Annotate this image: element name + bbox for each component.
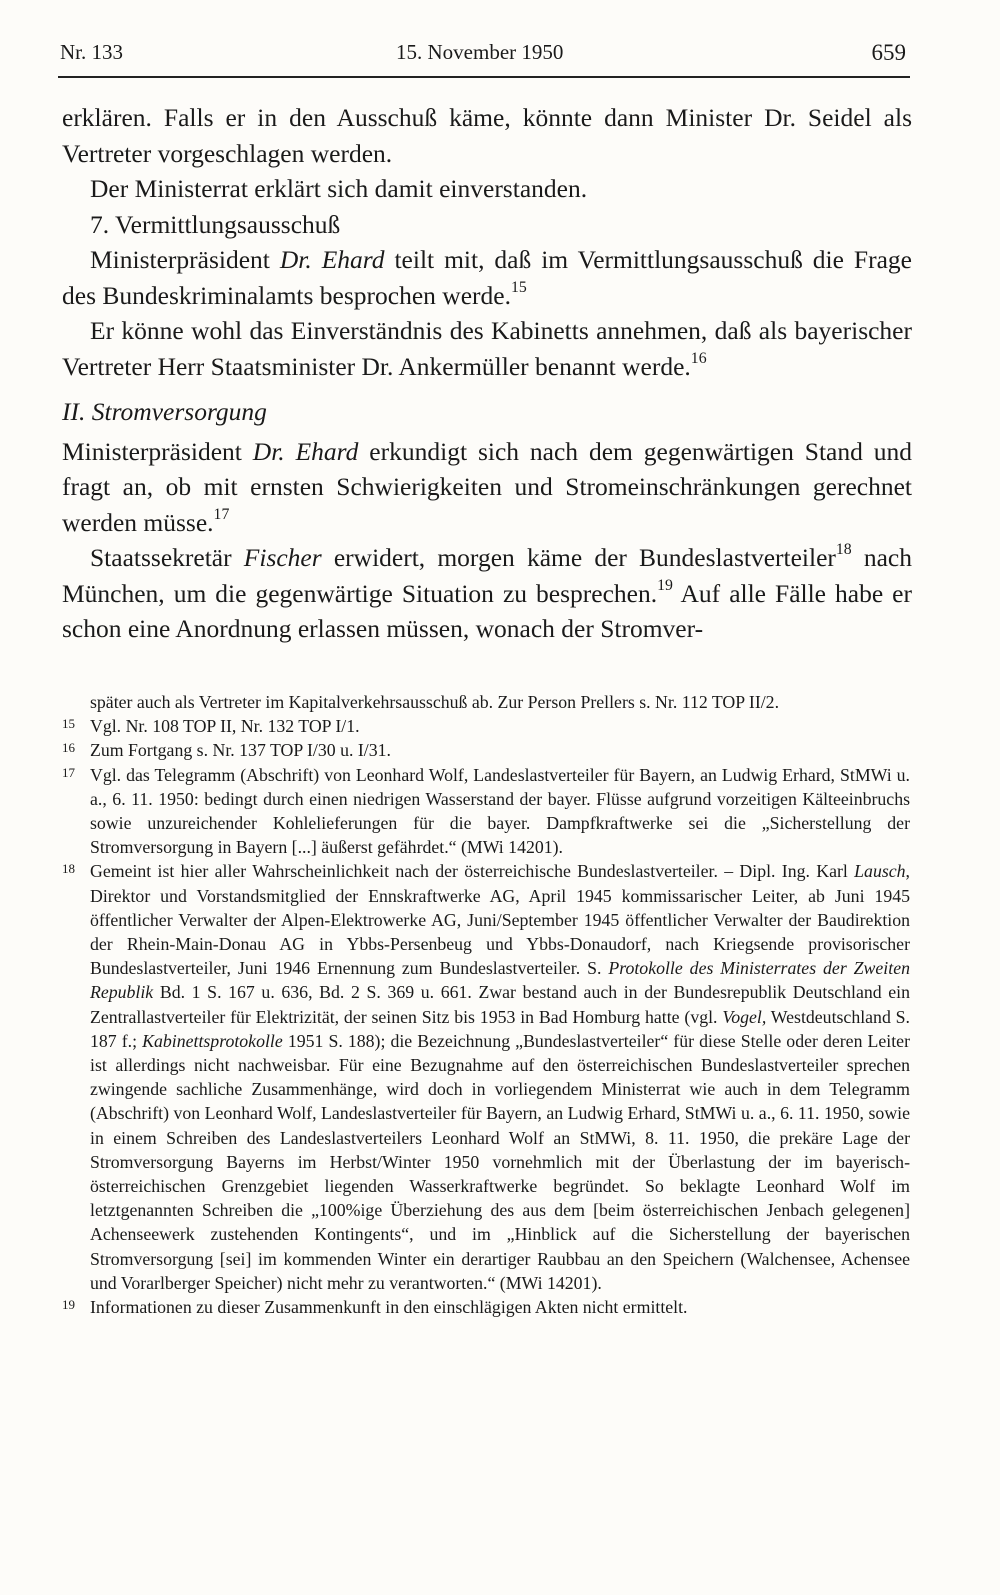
footnote-continuation: später auch als Vertreter im Kapitalverkehrsausschuß ab. Zur Person Prellers s. Nr. 112 TOP II/2.: [90, 692, 780, 712]
running-header: [58, 34, 910, 78]
footnote-18: 18 Gemeint ist hier aller Wahrscheinlichkeit nach der österreichische Bundeslastverteiler. – Dipl. Ing. Karl Lausch, Direktor und Vorstandsmitglied der Ennskraftwerke AG, April 1945 kommissarischer Leiter, ab Juni 1945 öffentlicher Verwalter der Alpen-Elektrowerke AG, Juni/September 1945 öffentlicher Verwalter der Baudirektion der Rhein-Main-Donau AG in Ybbs-Persenbeug und Ybbs-Donaudorf, nach Kriegsende provisorischer Bundeslastverteiler, Juni 1946 Ernennung zum Bundeslastverteiler. S. Protokolle des Ministerrates der Zweiten Republik Bd. 1 S. 167 u. 636, Bd. 2 S. 369 u. 661. Zwar bestand auch in der Bundesrepublik Deutschland ein Zentrallastverteiler für Elektrizität, der seinen Sitz bis 1953 in Bad Homburg hatte (vgl. Vogel, Westdeutschland S. 187 f.; Kabinettsprotokolle 1951 S. 188); die Bezeichnung „Bundeslastverteiler“ für diese Stelle oder deren Leiter ist allerdings nicht nachweisbar. Für eine Bezugnahme auf den österreichischen Bundeslastverteiler sprechen zwingende sachliche Zusammenhänge, wird doch in vorliegendem Ministerrat wie auch in dem Telegramm (Abschrift) von Leonhard Wolf, Landeslastverteiler für Bayern, an Ludwig Erhard, StMWi u. a., 6. 11. 1950, sowie in einem Schreiben des Landeslastverteilers Leonhard Wolf an StMWi, 8. 11. 1950, die prekäre Lage der Stromversorgung Bayerns im Herbst/Winter 1950 vornehmlich mit der Überlastung der im bayerisch-österreichischen Grenzgebiet liegenden Wasserkraftwerke begründet. So beklagte Leonhard Wolf im letztgenannten Schreiben die „100%ige Überziehung des aus dem [beim österreichischen Jenbach gelegenen] Achenseewerk zustehenden Kontingents“, und im „Hinblick auf die Sicherstellung der bayerischen Stromversorgung [sei] im kommenden Winter ein derartiger Raubbau an den Speichern (Walchensee, Achensee und Vorarlberger Speicher) nicht mehr zu verantworten.“ (MWi 14201).: [62, 861, 911, 1293]
person-name: Fischer: [243, 543, 322, 572]
paragraph-2: Der Ministerrat erklärt sich damit einverstanden.: [90, 174, 588, 203]
footnote-ref: 18: [835, 541, 852, 559]
header-date: 15. November 1950: [396, 40, 564, 64]
footnote-19: 19 Informationen zu dieser Zusammenkunft in den einschlägigen Akten nicht ermittelt.: [62, 1297, 688, 1318]
footnote-ref: 19: [657, 576, 673, 594]
footnote-17: 17 Vgl. das Telegramm (Abschrift) von Leonhard Wolf, Landeslastverteiler für Bayern, an Ludwig Erhard, StMWi u. a., 6. 11. 1950: bedingt durch einen niedrigen Wasserstand der bayer. Flüsse aufgrund vorzeitigen Kälteeinbruchs sowie unzureichender Kohlelieferungen für die bayer. Dampfkraftwerke sei die „Sicherstellung der Stromversorgung in Bayern [...] äußerst gefährdet.“ (MWi 14201).: [62, 764, 910, 858]
person-name: Dr. Ehard: [252, 436, 359, 466]
footnote-ref: 15: [510, 278, 527, 296]
agenda-item-7: 7. Vermittlungsausschuß: [90, 209, 341, 239]
page-number: 659: [871, 40, 906, 65]
main-text: [62, 100, 912, 647]
paragraph-5: Er könne wohl das Einverständnis des Kabinetts annehmen, daß als bayerischer Vertreter Herr Staatsminister Dr. Ankermüller benannt werde.$^{16}$: [62, 316, 912, 381]
paragraph-7: Staatssekretär Fischer erwidert, morgen käme der Bundeslastverteiler$^{18}$ nach München, um die gegenwärtige Situation zu besprechen.$^{19}$ Auf alle Fälle habe er schon eine Anordnung erlassen müssen, wonach der Stromver-: [62, 541, 913, 643]
footnotes: [62, 690, 910, 1319]
footnote-ref: 17: [213, 505, 230, 523]
document-number: Nr. 133: [60, 40, 123, 64]
paragraph-1: erklären. Falls er in den Ausschuß käme, könnte dann Minister Dr. Seidel als Vertreter vorgeschlagen werden.: [62, 103, 912, 168]
paragraph-6: Ministerpräsident Dr. Ehard erkundigt sich nach dem gegenwärtigen Stand und fragt an, ob mit ernsten Schwierigkeiten und Stromeinschränkungen gerechnet werden müsse.$^{17}$: [62, 436, 913, 537]
footnote-15: 15 Vgl. Nr. 108 TOP II, Nr. 132 TOP I/1.: [62, 716, 360, 737]
section-heading: II. Stromversorgung: [62, 397, 267, 426]
footnote-16: 16 Zum Fortgang s. Nr. 137 TOP I/30 u. I/31.: [62, 740, 391, 761]
paragraph-4: Ministerpräsident Dr. Ehard teilt mit, daß im Vermittlungsausschuß die Frage des Bundeskriminalamts besprochen werde.$^{15}$: [62, 245, 912, 310]
footnote-ref: 16: [690, 349, 707, 367]
person-name: Dr. Ehard: [279, 245, 385, 274]
